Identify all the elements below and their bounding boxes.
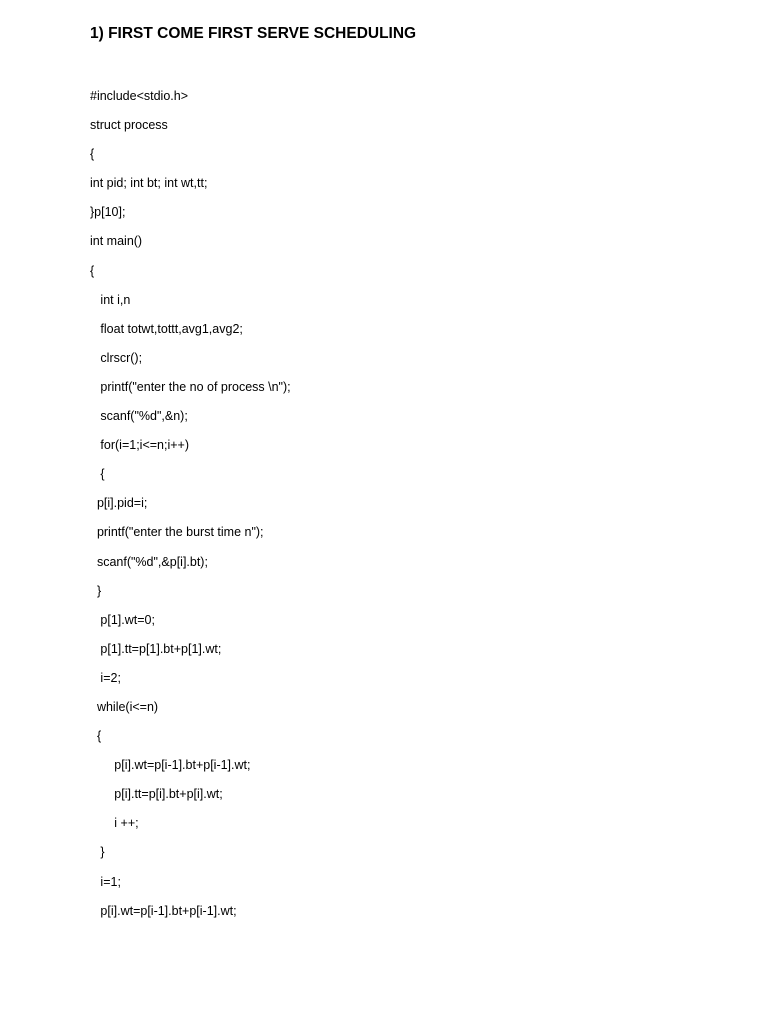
code-line: p[i].wt=p[i-1].bt+p[i-1].wt; bbox=[90, 758, 251, 773]
code-line: struct process bbox=[90, 118, 168, 133]
code-line: #include<stdio.h> bbox=[90, 89, 188, 103]
page-title: 1) FIRST COME FIRST SERVE SCHEDULING bbox=[90, 25, 417, 42]
code-line: { bbox=[90, 729, 102, 744]
code-line: clrscr(); bbox=[90, 350, 143, 365]
code-line: } bbox=[90, 845, 105, 860]
code-line: i ++; bbox=[90, 816, 139, 831]
code-line: } bbox=[90, 583, 102, 598]
code-line: int pid; int bt; int wt,tt; bbox=[90, 176, 208, 191]
code-line: i=1; bbox=[90, 874, 121, 889]
code-line: int i,n bbox=[90, 292, 131, 307]
code-line: for(i=1;i<=n;i++) bbox=[90, 438, 190, 453]
code-line: i=2; bbox=[90, 670, 121, 685]
code-line: while(i<=n) bbox=[90, 699, 159, 714]
code-line: p[i].wt=p[i-1].bt+p[i-1].wt; bbox=[90, 903, 237, 918]
code-line: scanf("%d",&p[i].bt); bbox=[90, 554, 208, 569]
code-line: float totwt,tottt,avg1,avg2; bbox=[90, 321, 243, 336]
code-line: { bbox=[90, 263, 95, 278]
code-line: printf("enter the burst time n"); bbox=[90, 525, 264, 540]
code-line: printf("enter the no of process \n"); bbox=[90, 379, 291, 394]
code-line: int main() bbox=[90, 234, 143, 249]
code-line: { bbox=[90, 467, 105, 482]
code-line: p[1].tt=p[1].bt+p[1].wt; bbox=[90, 641, 222, 656]
code-line: p[1].wt=0; bbox=[90, 612, 155, 627]
code-line: { bbox=[90, 147, 95, 162]
code-line: p[i].pid=i; bbox=[90, 496, 148, 511]
code-line: }p[10]; bbox=[90, 205, 126, 220]
code-line: p[i].tt=p[i].bt+p[i].wt; bbox=[90, 787, 223, 802]
code-line: scanf("%d",&n); bbox=[90, 409, 188, 424]
code-listing bbox=[90, 86, 291, 930]
